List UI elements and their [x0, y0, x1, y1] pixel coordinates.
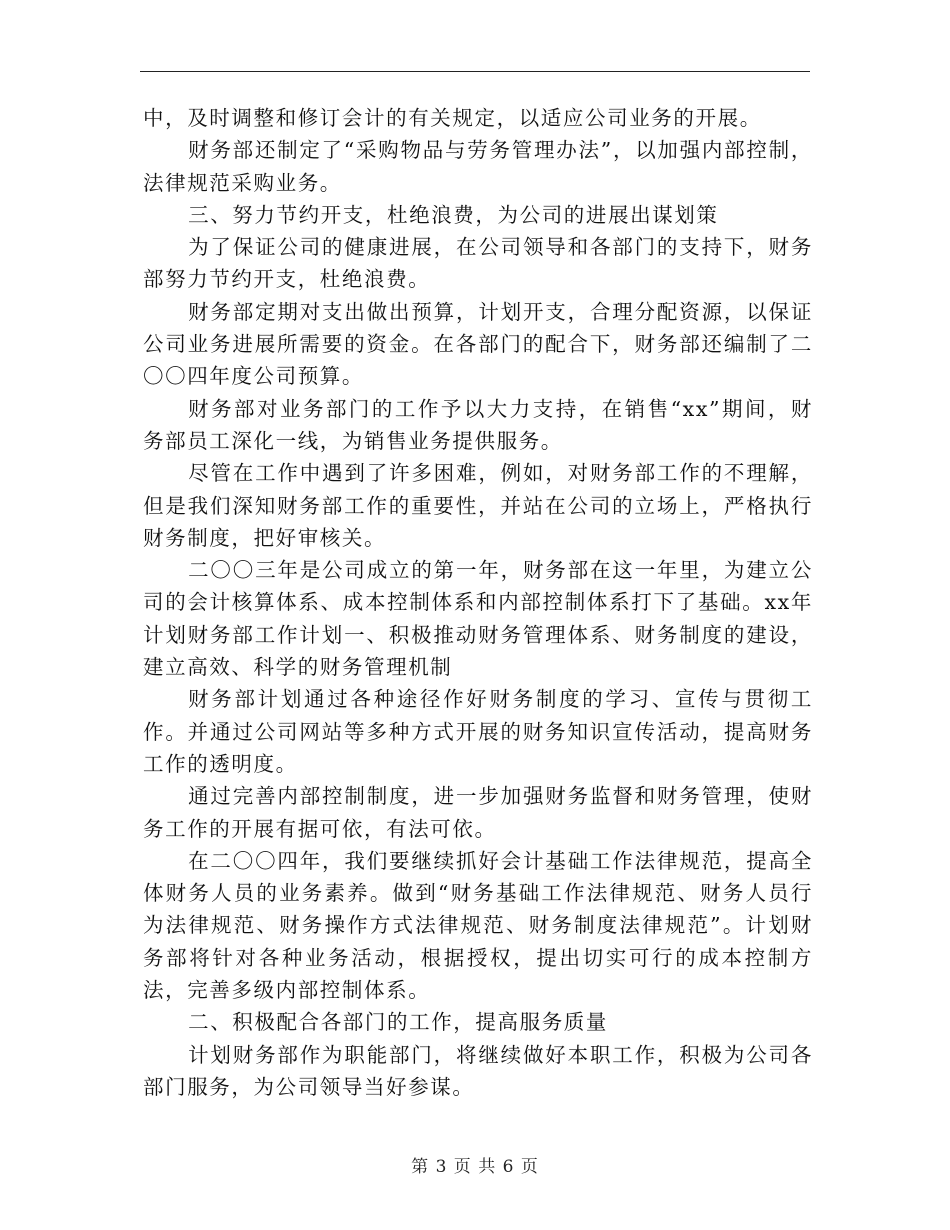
header-rule	[140, 71, 810, 72]
paragraph: 中，及时调整和修订会计的有关规定，以适应公司业务的开展。	[143, 106, 762, 130]
section-heading: 二、积极配合各部门的工作，提高服务质量	[188, 1010, 608, 1035]
paragraph: 财务部对业务部门的工作予以大力支持，在销售“xx”期间，财务部员工深化一线，为销售业务提供服务。	[143, 396, 813, 453]
section-heading: 三、努力节约开支，杜绝浪费，为公司的进展出谋划策	[188, 202, 719, 227]
page-number-footer: 第 3 页 共 6 页	[411, 1157, 539, 1177]
document-body	[143, 102, 813, 1103]
paragraph: 财务部还制定了“采购物品与劳务管理办法”，以加强内部控制，法律规范采购业务。	[143, 138, 813, 195]
paragraph: 为了保证公司的健康进展，在公司领导和各部门的支持下，财务部努力节约开支，杜绝浪费。	[143, 235, 813, 292]
paragraph: 尽管在工作中遇到了许多困难，例如，对财务部工作的不理解，但是我们深知财务部工作的重要性，并站在公司的立场上，严格执行财务制度，把好审核关。	[143, 461, 813, 550]
paragraph: 计划财务部作为职能部门，将继续做好本职工作，积极为公司各部门服务，为公司领导当好参谋。	[143, 1042, 813, 1099]
paragraph: 通过完善内部控制制度，进一步加强财务监督和财务管理，使财务工作的开展有据可依，有法可依。	[143, 784, 813, 841]
paragraph: 财务部计划通过各种途径作好财务制度的学习、宣传与贯彻工作。并通过公司网站等多种方式开展的财务知识宣传活动，提高财务工作的透明度。	[143, 687, 813, 776]
paragraph: 在二〇〇四年，我们要继续抓好会计基础工作法律规范，提高全体财务人员的业务素养。做到“财务基础工作法律规范、财务人员行为法律规范、财务操作方式法律规范、财务制度法律规范”。计划财务部将针对各种业务活动，根据授权，提出切实可行的成本控制方法，完善多级内部控制体系。	[143, 848, 813, 1003]
paragraph: 财务部定期对支出做出预算，计划开支，合理分配资源，以保证公司业务进展所需要的资金。在各部门的配合下，财务部还编制了二〇〇四年度公司预算。	[143, 299, 813, 389]
paragraph: 二〇〇三年是公司成立的第一年，财务部在这一年里，为建立公司的会计核算体系、成本控制体系和内部控制体系打下了基础。xx年计划财务部工作计划一、积极推动财务管理体系、财务制度的建设，建立高效、科学的财务管理机制	[143, 558, 813, 680]
